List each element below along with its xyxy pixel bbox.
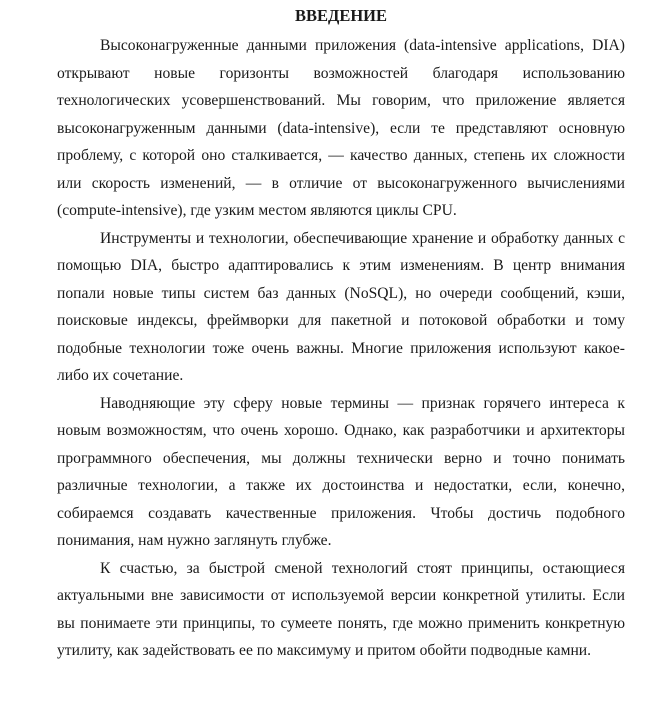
paragraph-2: Инструменты и технологии, обеспечивающие хранение и обработку данных с помощью DIA, быстро адаптировались к этим изменениям. В центр внимания попали новые типы систем баз данных (NoSQL), но очереди сообщений, кэши, поисковые индексы, фреймворки для пакетной и потоковой обработки и тому подобные технологии тоже очень важны. Многие приложения используют какое-либо их сочетание. [57,229,625,384]
paragraph-4: К счастью, за быстрой сменой технологий стоят принципы, остающиеся актуальными вне зависимости от используемой версии конкретной утилиты. Если вы понимаете эти принципы, то сумеете понять, где можно применить конкретную утилиту, как задействовать ее по максимуму и притом обойти подводные камни. [57,559,625,659]
paragraph-1: Высоконагруженные данными приложения (data-intensive applications, DIA) открывают новые горизонты возможностей благодаря использованию технологических усовершенствований. Мы говорим, что приложение является высоконагруженным данными (data-intensive), если те представляют основную проблему, с которой оно сталкивается, — качество данных, степень их сложности или скорость изменений, — в отличие от высоконагруженного вычислениями (compute-intensive), где узким местом являются циклы CPU. [57,37,625,219]
section-title: ВВЕДЕНИЕ [294,6,388,25]
paragraph-3: Наводняющие эту сферу новые термины — признак горячего интереса к новым возможностям, что очень хорошо. Однако, как разработчики и архитекторы программного обеспечения, мы должны технически верно и точно понимать различные технологии, а также их достоинства и недостатки, если, конечно, собираемся создавать качественные приложения. Чтобы достичь подобного понимания, нам нужно заглянуть глубже. [57,394,625,549]
